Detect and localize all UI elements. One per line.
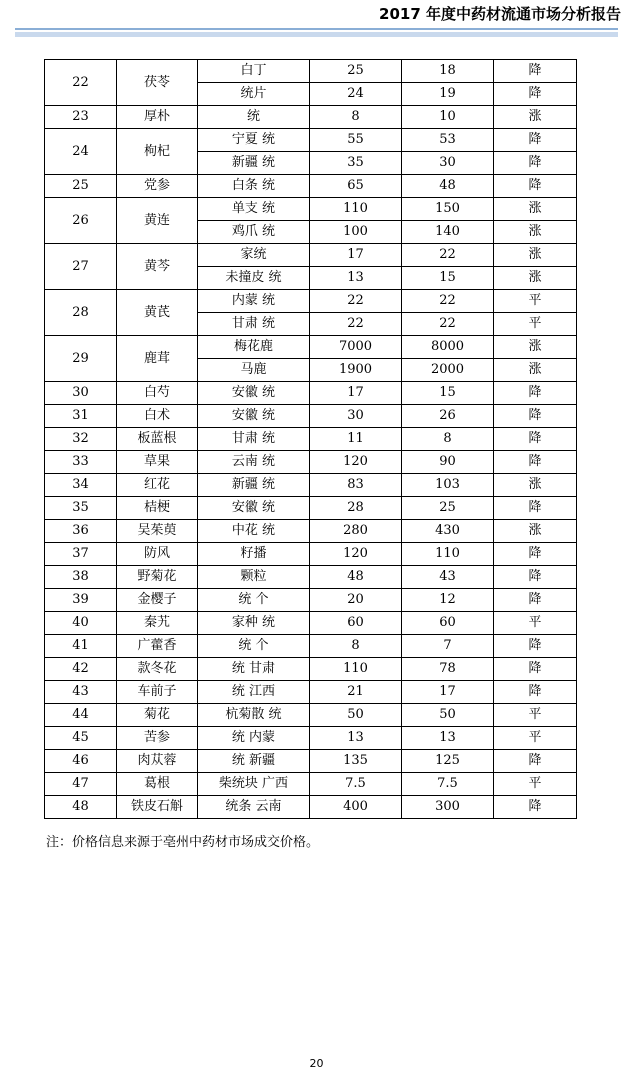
trend-cell: 降 — [494, 796, 577, 819]
row-number: 32 — [45, 428, 117, 451]
price-cell-after: 10 — [402, 106, 494, 129]
herb-name: 茯苓 — [117, 60, 198, 106]
spec-cell: 白条 统 — [198, 175, 310, 198]
price-cell-after: 8000 — [402, 336, 494, 359]
trend-cell: 降 — [494, 658, 577, 681]
price-cell-after: 25 — [402, 497, 494, 520]
trend-cell: 涨 — [494, 106, 577, 129]
trend-cell: 降 — [494, 152, 577, 175]
header-band — [15, 32, 618, 37]
price-cell-after: 140 — [402, 221, 494, 244]
spec-cell: 马鹿 — [198, 359, 310, 382]
row-number: 42 — [45, 658, 117, 681]
price-cell-after: 18 — [402, 60, 494, 83]
price-cell-before: 65 — [310, 175, 402, 198]
row-number: 33 — [45, 451, 117, 474]
table-row — [45, 382, 577, 405]
price-cell-before: 30 — [310, 405, 402, 428]
trend-cell: 涨 — [494, 198, 577, 221]
spec-cell: 白丁 — [198, 60, 310, 83]
price-cell-after: 60 — [402, 612, 494, 635]
table-row — [45, 612, 577, 635]
price-cell-after: 150 — [402, 198, 494, 221]
spec-cell: 宁夏 统 — [198, 129, 310, 152]
price-cell-before: 17 — [310, 382, 402, 405]
herb-name: 野菊花 — [117, 566, 198, 589]
price-cell-before: 11 — [310, 428, 402, 451]
spec-cell: 颗粒 — [198, 566, 310, 589]
trend-cell: 涨 — [494, 474, 577, 497]
trend-cell: 平 — [494, 704, 577, 727]
spec-cell: 未撞皮 统 — [198, 267, 310, 290]
table-row — [45, 566, 577, 589]
price-cell-after: 53 — [402, 129, 494, 152]
trend-cell: 降 — [494, 543, 577, 566]
row-number: 48 — [45, 796, 117, 819]
price-cell-before: 83 — [310, 474, 402, 497]
price-cell-before: 7000 — [310, 336, 402, 359]
row-number: 26 — [45, 198, 117, 244]
table-row — [45, 428, 577, 451]
price-cell-before: 17 — [310, 244, 402, 267]
table-row — [45, 658, 577, 681]
herb-name: 秦艽 — [117, 612, 198, 635]
trend-cell: 涨 — [494, 244, 577, 267]
trend-cell: 降 — [494, 589, 577, 612]
price-cell-before: 120 — [310, 451, 402, 474]
table-row — [45, 175, 577, 198]
herb-name: 苦参 — [117, 727, 198, 750]
trend-cell: 降 — [494, 60, 577, 83]
price-cell-after: 13 — [402, 727, 494, 750]
herb-name: 黄连 — [117, 198, 198, 244]
table-row — [45, 704, 577, 727]
table-row — [45, 405, 577, 428]
price-cell-after: 7 — [402, 635, 494, 658]
price-cell-before: 110 — [310, 198, 402, 221]
price-cell-before: 100 — [310, 221, 402, 244]
price-cell-before: 8 — [310, 635, 402, 658]
price-cell-after: 15 — [402, 267, 494, 290]
row-number: 24 — [45, 129, 117, 175]
herb-name: 葛根 — [117, 773, 198, 796]
row-number: 35 — [45, 497, 117, 520]
herb-name: 黄芩 — [117, 244, 198, 290]
price-cell-after: 22 — [402, 290, 494, 313]
source-note: 注：价格信息来源于亳州中药材市场成交价格。 — [46, 835, 320, 850]
herb-name: 枸杞 — [117, 129, 198, 175]
trend-cell: 降 — [494, 635, 577, 658]
spec-cell: 安徽 统 — [198, 497, 310, 520]
trend-cell: 涨 — [494, 267, 577, 290]
trend-cell: 降 — [494, 382, 577, 405]
trend-cell: 平 — [494, 773, 577, 796]
price-table-body — [45, 60, 577, 819]
table-row — [45, 520, 577, 543]
spec-cell: 统 — [198, 106, 310, 129]
herb-name: 党参 — [117, 175, 198, 198]
trend-cell: 降 — [494, 681, 577, 704]
table-row — [45, 727, 577, 750]
price-cell-after: 43 — [402, 566, 494, 589]
price-cell-after: 103 — [402, 474, 494, 497]
price-cell-before: 20 — [310, 589, 402, 612]
spec-cell: 统 江西 — [198, 681, 310, 704]
price-cell-before: 50 — [310, 704, 402, 727]
row-number: 31 — [45, 405, 117, 428]
trend-cell: 涨 — [494, 336, 577, 359]
table-row — [45, 451, 577, 474]
price-cell-before: 280 — [310, 520, 402, 543]
row-number: 44 — [45, 704, 117, 727]
row-number: 29 — [45, 336, 117, 382]
row-number: 36 — [45, 520, 117, 543]
price-cell-before: 120 — [310, 543, 402, 566]
spec-cell: 统 内蒙 — [198, 727, 310, 750]
spec-cell: 杭菊散 统 — [198, 704, 310, 727]
trend-cell: 降 — [494, 750, 577, 773]
table-row — [45, 244, 577, 267]
trend-cell: 降 — [494, 428, 577, 451]
price-cell-after: 17 — [402, 681, 494, 704]
trend-cell: 降 — [494, 129, 577, 152]
spec-cell: 中花 统 — [198, 520, 310, 543]
table-row — [45, 198, 577, 221]
price-cell-after: 48 — [402, 175, 494, 198]
price-cell-after: 2000 — [402, 359, 494, 382]
price-cell-after: 12 — [402, 589, 494, 612]
report-title: 2017 年度中药材流通市场分析报告 — [379, 5, 621, 23]
spec-cell: 统 新疆 — [198, 750, 310, 773]
spec-cell: 家种 统 — [198, 612, 310, 635]
table-row — [45, 543, 577, 566]
trend-cell: 降 — [494, 175, 577, 198]
row-number: 25 — [45, 175, 117, 198]
trend-cell: 平 — [494, 290, 577, 313]
herb-name: 车前子 — [117, 681, 198, 704]
price-cell-after: 19 — [402, 83, 494, 106]
trend-cell: 平 — [494, 313, 577, 336]
price-cell-before: 135 — [310, 750, 402, 773]
herb-name: 防风 — [117, 543, 198, 566]
herb-name: 草果 — [117, 451, 198, 474]
herb-name: 黄芪 — [117, 290, 198, 336]
price-cell-before: 60 — [310, 612, 402, 635]
price-cell-before: 13 — [310, 267, 402, 290]
price-cell-after: 78 — [402, 658, 494, 681]
price-cell-after: 300 — [402, 796, 494, 819]
price-cell-before: 22 — [310, 290, 402, 313]
row-number: 28 — [45, 290, 117, 336]
price-cell-before: 8 — [310, 106, 402, 129]
row-number: 39 — [45, 589, 117, 612]
herb-name: 红花 — [117, 474, 198, 497]
row-number: 41 — [45, 635, 117, 658]
price-cell-before: 400 — [310, 796, 402, 819]
trend-cell: 平 — [494, 727, 577, 750]
herb-name: 铁皮石斛 — [117, 796, 198, 819]
price-cell-before: 22 — [310, 313, 402, 336]
price-cell-before: 24 — [310, 83, 402, 106]
table-row — [45, 681, 577, 704]
herb-name: 板蓝根 — [117, 428, 198, 451]
spec-cell: 鸡爪 统 — [198, 221, 310, 244]
trend-cell: 平 — [494, 612, 577, 635]
price-cell-before: 110 — [310, 658, 402, 681]
trend-cell: 涨 — [494, 221, 577, 244]
table-row — [45, 290, 577, 313]
trend-cell: 涨 — [494, 359, 577, 382]
table-row — [45, 60, 577, 83]
trend-cell: 涨 — [494, 520, 577, 543]
herb-name: 桔梗 — [117, 497, 198, 520]
herb-name: 菊花 — [117, 704, 198, 727]
trend-cell: 降 — [494, 566, 577, 589]
table-row — [45, 589, 577, 612]
row-number: 22 — [45, 60, 117, 106]
row-number: 45 — [45, 727, 117, 750]
herb-name: 吴茱萸 — [117, 520, 198, 543]
price-table — [44, 59, 577, 819]
price-cell-before: 35 — [310, 152, 402, 175]
herb-name: 款冬花 — [117, 658, 198, 681]
spec-cell: 新疆 统 — [198, 474, 310, 497]
row-number: 23 — [45, 106, 117, 129]
trend-cell: 降 — [494, 405, 577, 428]
herb-name: 鹿茸 — [117, 336, 198, 382]
table-row — [45, 773, 577, 796]
header-rule — [15, 28, 618, 30]
spec-cell: 安徽 统 — [198, 382, 310, 405]
price-cell-after: 90 — [402, 451, 494, 474]
spec-cell: 家统 — [198, 244, 310, 267]
herb-name: 白术 — [117, 405, 198, 428]
price-cell-before: 55 — [310, 129, 402, 152]
spec-cell: 统条 云南 — [198, 796, 310, 819]
spec-cell: 柴统块 广西 — [198, 773, 310, 796]
row-number: 46 — [45, 750, 117, 773]
table-row — [45, 750, 577, 773]
spec-cell: 籽播 — [198, 543, 310, 566]
spec-cell: 甘肃 统 — [198, 313, 310, 336]
row-number: 47 — [45, 773, 117, 796]
row-number: 43 — [45, 681, 117, 704]
row-number: 27 — [45, 244, 117, 290]
spec-cell: 统片 — [198, 83, 310, 106]
price-cell-before: 7.5 — [310, 773, 402, 796]
price-cell-before: 28 — [310, 497, 402, 520]
spec-cell: 安徽 统 — [198, 405, 310, 428]
herb-name: 肉苁蓉 — [117, 750, 198, 773]
price-cell-before: 25 — [310, 60, 402, 83]
herb-name: 金樱子 — [117, 589, 198, 612]
table-row — [45, 129, 577, 152]
row-number: 40 — [45, 612, 117, 635]
trend-cell: 降 — [494, 83, 577, 106]
price-cell-before: 48 — [310, 566, 402, 589]
price-cell-before: 21 — [310, 681, 402, 704]
spec-cell: 统 个 — [198, 635, 310, 658]
table-row — [45, 106, 577, 129]
price-cell-after: 26 — [402, 405, 494, 428]
price-cell-after: 8 — [402, 428, 494, 451]
row-number: 34 — [45, 474, 117, 497]
price-cell-after: 15 — [402, 382, 494, 405]
table-row — [45, 336, 577, 359]
spec-cell: 云南 统 — [198, 451, 310, 474]
spec-cell: 统 甘肃 — [198, 658, 310, 681]
trend-cell: 降 — [494, 497, 577, 520]
spec-cell: 内蒙 统 — [198, 290, 310, 313]
page-number: 20 — [309, 1057, 324, 1070]
spec-cell: 单支 统 — [198, 198, 310, 221]
row-number: 30 — [45, 382, 117, 405]
trend-cell: 降 — [494, 451, 577, 474]
price-cell-after: 22 — [402, 313, 494, 336]
price-cell-after: 125 — [402, 750, 494, 773]
price-cell-after: 110 — [402, 543, 494, 566]
row-number: 37 — [45, 543, 117, 566]
table-row — [45, 635, 577, 658]
price-cell-after: 7.5 — [402, 773, 494, 796]
price-cell-before: 13 — [310, 727, 402, 750]
spec-cell: 统 个 — [198, 589, 310, 612]
spec-cell: 梅花鹿 — [198, 336, 310, 359]
table-row — [45, 796, 577, 819]
spec-cell: 新疆 统 — [198, 152, 310, 175]
price-cell-after: 430 — [402, 520, 494, 543]
price-cell-after: 50 — [402, 704, 494, 727]
row-number: 38 — [45, 566, 117, 589]
herb-name: 广藿香 — [117, 635, 198, 658]
price-cell-after: 30 — [402, 152, 494, 175]
price-cell-after: 22 — [402, 244, 494, 267]
table-row — [45, 474, 577, 497]
herb-name: 白芍 — [117, 382, 198, 405]
herb-name: 厚朴 — [117, 106, 198, 129]
table-row — [45, 497, 577, 520]
price-cell-before: 1900 — [310, 359, 402, 382]
spec-cell: 甘肃 统 — [198, 428, 310, 451]
